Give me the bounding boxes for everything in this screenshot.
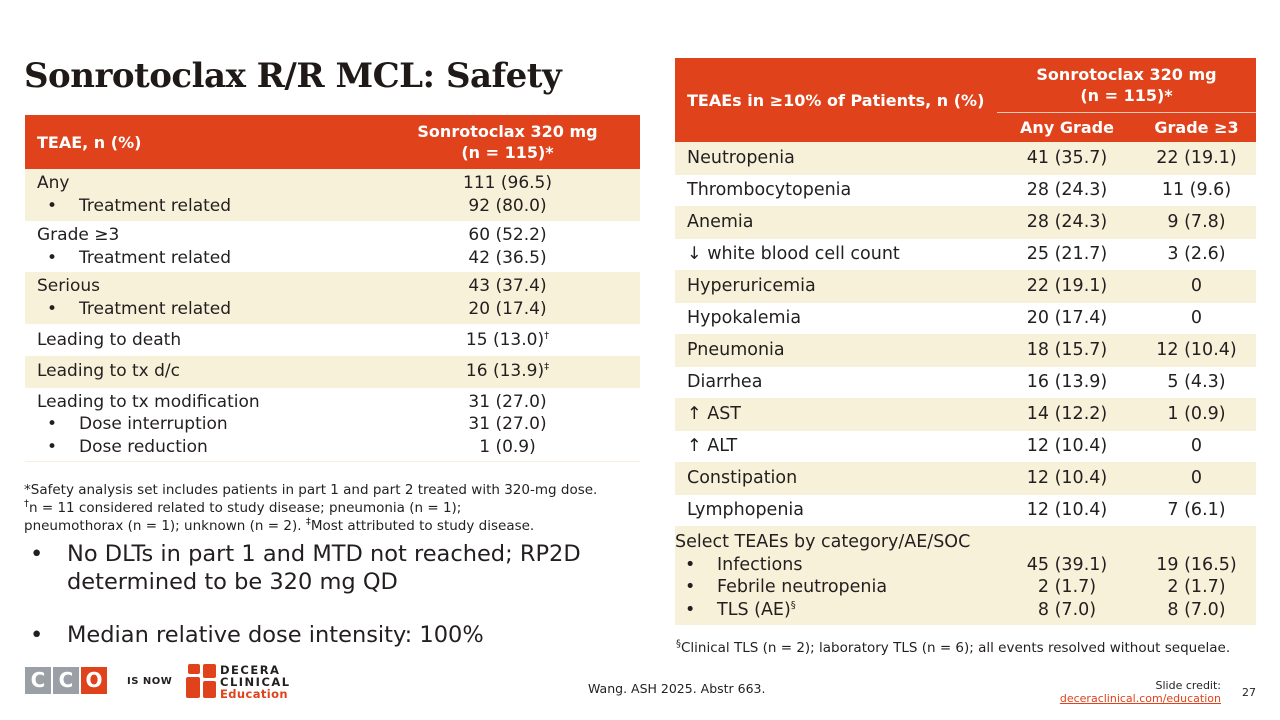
decera-logo-icon [186, 664, 218, 698]
table-row [675, 334, 1256, 366]
teae-summary-table [25, 115, 640, 462]
cell-any-grade: 28 (24.3) [1026, 211, 1108, 232]
row-value: 16 (13.9)‡ [465, 361, 550, 382]
cell-grade-3: 0 [1190, 467, 1203, 488]
table-header-row [675, 58, 1256, 112]
table-row [675, 430, 1256, 462]
cell-grade-3: 2 (1.7) [1167, 577, 1226, 597]
sub-row-label: • TLS (AE)§ [685, 599, 796, 620]
sub-row-label: • Febrile neutropenia [685, 577, 888, 597]
row-label: Lymphopenia [675, 494, 997, 526]
header-group: Sonrotoclax 320 mg (n = 115)* [997, 58, 1256, 112]
slide-title: Sonrotoclax R/R MCL: Safety [24, 56, 562, 96]
sub-row-label: • Infections [685, 554, 803, 575]
cell-any-grade: 14 (12.2) [1026, 403, 1108, 424]
row-label: Constipation [687, 467, 798, 488]
bullet-item: • No DLTs in part 1 and MTD not reached; RP2D determined to be 320 mg QD [30, 541, 581, 595]
row-value: 60 (52.2) [468, 225, 547, 245]
cell-grade-3: 8 (7.0) [1167, 599, 1226, 620]
header-grade-3: Grade ≥3 [1154, 117, 1239, 137]
table-row [675, 462, 1256, 494]
cell-grade-3: 11 (9.6) [1137, 174, 1256, 206]
cell-any-grade: 16 (13.9) [997, 366, 1137, 398]
cell-any-grade: 41 (35.7) [1026, 147, 1108, 168]
row-label: Hyperuricemia [687, 275, 816, 296]
cell-grade-3: 9 (7.8) [1167, 211, 1226, 232]
cell-grade-3: 0 [1137, 430, 1256, 462]
decera-logo-text: DECERA CLINICAL Education [220, 663, 291, 701]
cell-any-grade: 12 (10.4) [997, 430, 1137, 462]
row-label: Leading to tx modification [37, 391, 260, 412]
table-row [25, 356, 640, 388]
page-number: 27 [1242, 686, 1256, 699]
sub-row-label: • Dose interruption [47, 414, 228, 434]
table-row [675, 142, 1256, 174]
table-row [675, 302, 1256, 334]
table-row [675, 270, 1256, 302]
bullet-item: • Median relative dose intensity: 100% [30, 622, 484, 648]
row-label: Leading to death [25, 324, 375, 356]
table-row [25, 388, 640, 462]
cell-grade-3: 7 (6.1) [1137, 494, 1256, 526]
sub-row-value: 20 (17.4) [468, 298, 547, 319]
cell-any-grade: 22 (19.1) [1026, 275, 1108, 296]
sub-row-value: 31 (27.0) [468, 414, 547, 434]
row-label: ↑ ALT [675, 430, 997, 462]
cell-any-grade: 2 (1.7) [1037, 577, 1097, 597]
table-row [675, 398, 1256, 430]
header-label: TEAEs in ≥10% of Patients, n (%) [687, 90, 985, 110]
header-label: TEAE, n (%) [37, 132, 142, 152]
row-label: Thrombocytopenia [675, 174, 997, 206]
cell-any-grade: 8 (7.0) [1037, 599, 1097, 620]
table-row [25, 324, 640, 356]
table-row [675, 494, 1256, 526]
teae-frequency-table [675, 58, 1256, 625]
row-value: 43 (37.4) [468, 276, 547, 296]
header-column: Sonrotoclax 320 mg (n = 115)* [417, 122, 598, 162]
is-now-label: IS NOW [127, 676, 173, 687]
cell-grade-3: 19 (16.5) [1156, 554, 1237, 575]
table-row [675, 526, 1256, 625]
row-label: Hypokalemia [675, 302, 997, 334]
cell-any-grade: 25 (21.7) [997, 238, 1137, 270]
cell-any-grade: 28 (24.3) [997, 174, 1137, 206]
footnote-mark: ‡ [544, 361, 550, 373]
table-row [675, 238, 1256, 270]
row-label: Neutropenia [687, 147, 795, 168]
right-footnote: §Clinical TLS (n = 2); laboratory TLS (n = 6); all events resolved without sequelae. [676, 638, 1231, 656]
credit-link[interactable]: deceraclinical.com/education [1059, 692, 1221, 705]
row-label: Grade ≥3 [37, 225, 120, 245]
slide-credit: Slide credit: deceraclinical.com/education [1059, 679, 1221, 705]
row-label: ↓ white blood cell count [675, 238, 997, 270]
cell-any-grade: 18 (15.7) [1026, 339, 1108, 360]
cell-any-grade: 20 (17.4) [997, 302, 1137, 334]
row-value: 15 (13.0)† [375, 324, 640, 356]
sub-row-label: • Treatment related [47, 247, 232, 268]
cell-any-grade: 45 (39.1) [1026, 554, 1108, 575]
cell-grade-3: 5 (4.3) [1137, 366, 1256, 398]
sub-row-value: 92 (80.0) [468, 195, 547, 216]
sub-row-label: • Dose reduction [47, 436, 208, 457]
row-label: Pneumonia [687, 339, 785, 360]
sub-row-label: • Treatment related [47, 298, 232, 319]
table-row [25, 221, 640, 273]
cell-any-grade: 12 (10.4) [1026, 467, 1108, 488]
row-label: Any [37, 173, 70, 193]
footnote-mark: † [544, 329, 550, 341]
cell-grade-3: 22 (19.1) [1156, 147, 1237, 168]
cell-grade-3: 3 (2.6) [1137, 238, 1256, 270]
row-label: Select TEAEs by category/AE/SOC [675, 532, 971, 552]
row-label: Diarrhea [675, 366, 997, 398]
row-label: ↑ AST [687, 403, 741, 424]
sub-row-value: 42 (36.5) [468, 247, 547, 268]
cell-grade-3: 0 [1137, 302, 1256, 334]
table-row [675, 174, 1256, 206]
sub-row-label: • Treatment related [47, 195, 232, 216]
header-any-grade: Any Grade [1020, 117, 1114, 137]
key-points [30, 540, 650, 674]
row-label: Leading to tx d/c [37, 361, 180, 382]
cco-logo: C C O [25, 667, 107, 694]
reference-citation: Wang. ASH 2025. Abstr 663. [588, 681, 766, 696]
sub-row-value: 1 (0.9) [479, 436, 536, 457]
row-label: Serious [37, 276, 100, 296]
table-row [25, 272, 640, 324]
table-row [675, 366, 1256, 398]
row-value: 31 (27.0) [468, 391, 547, 412]
table-row [675, 206, 1256, 238]
row-label: Anemia [687, 211, 754, 232]
cell-grade-3: 1 (0.9) [1167, 403, 1226, 424]
table-header-row [25, 115, 640, 169]
cell-grade-3: 12 (10.4) [1156, 339, 1237, 360]
cell-grade-3: 0 [1190, 275, 1203, 296]
cell-any-grade: 12 (10.4) [997, 494, 1137, 526]
row-value: 111 (96.5) [463, 173, 552, 193]
left-footnote: *Safety analysis set includes patients in part 1 and part 2 treated with 320-mg dose. †n = 11 considered related to study disease; pneumonia (n = 1); pneumothorax (n = 1); unknown (n = 2). ‡Most attributed to study disease. [24, 482, 598, 534]
table-row [25, 169, 640, 221]
